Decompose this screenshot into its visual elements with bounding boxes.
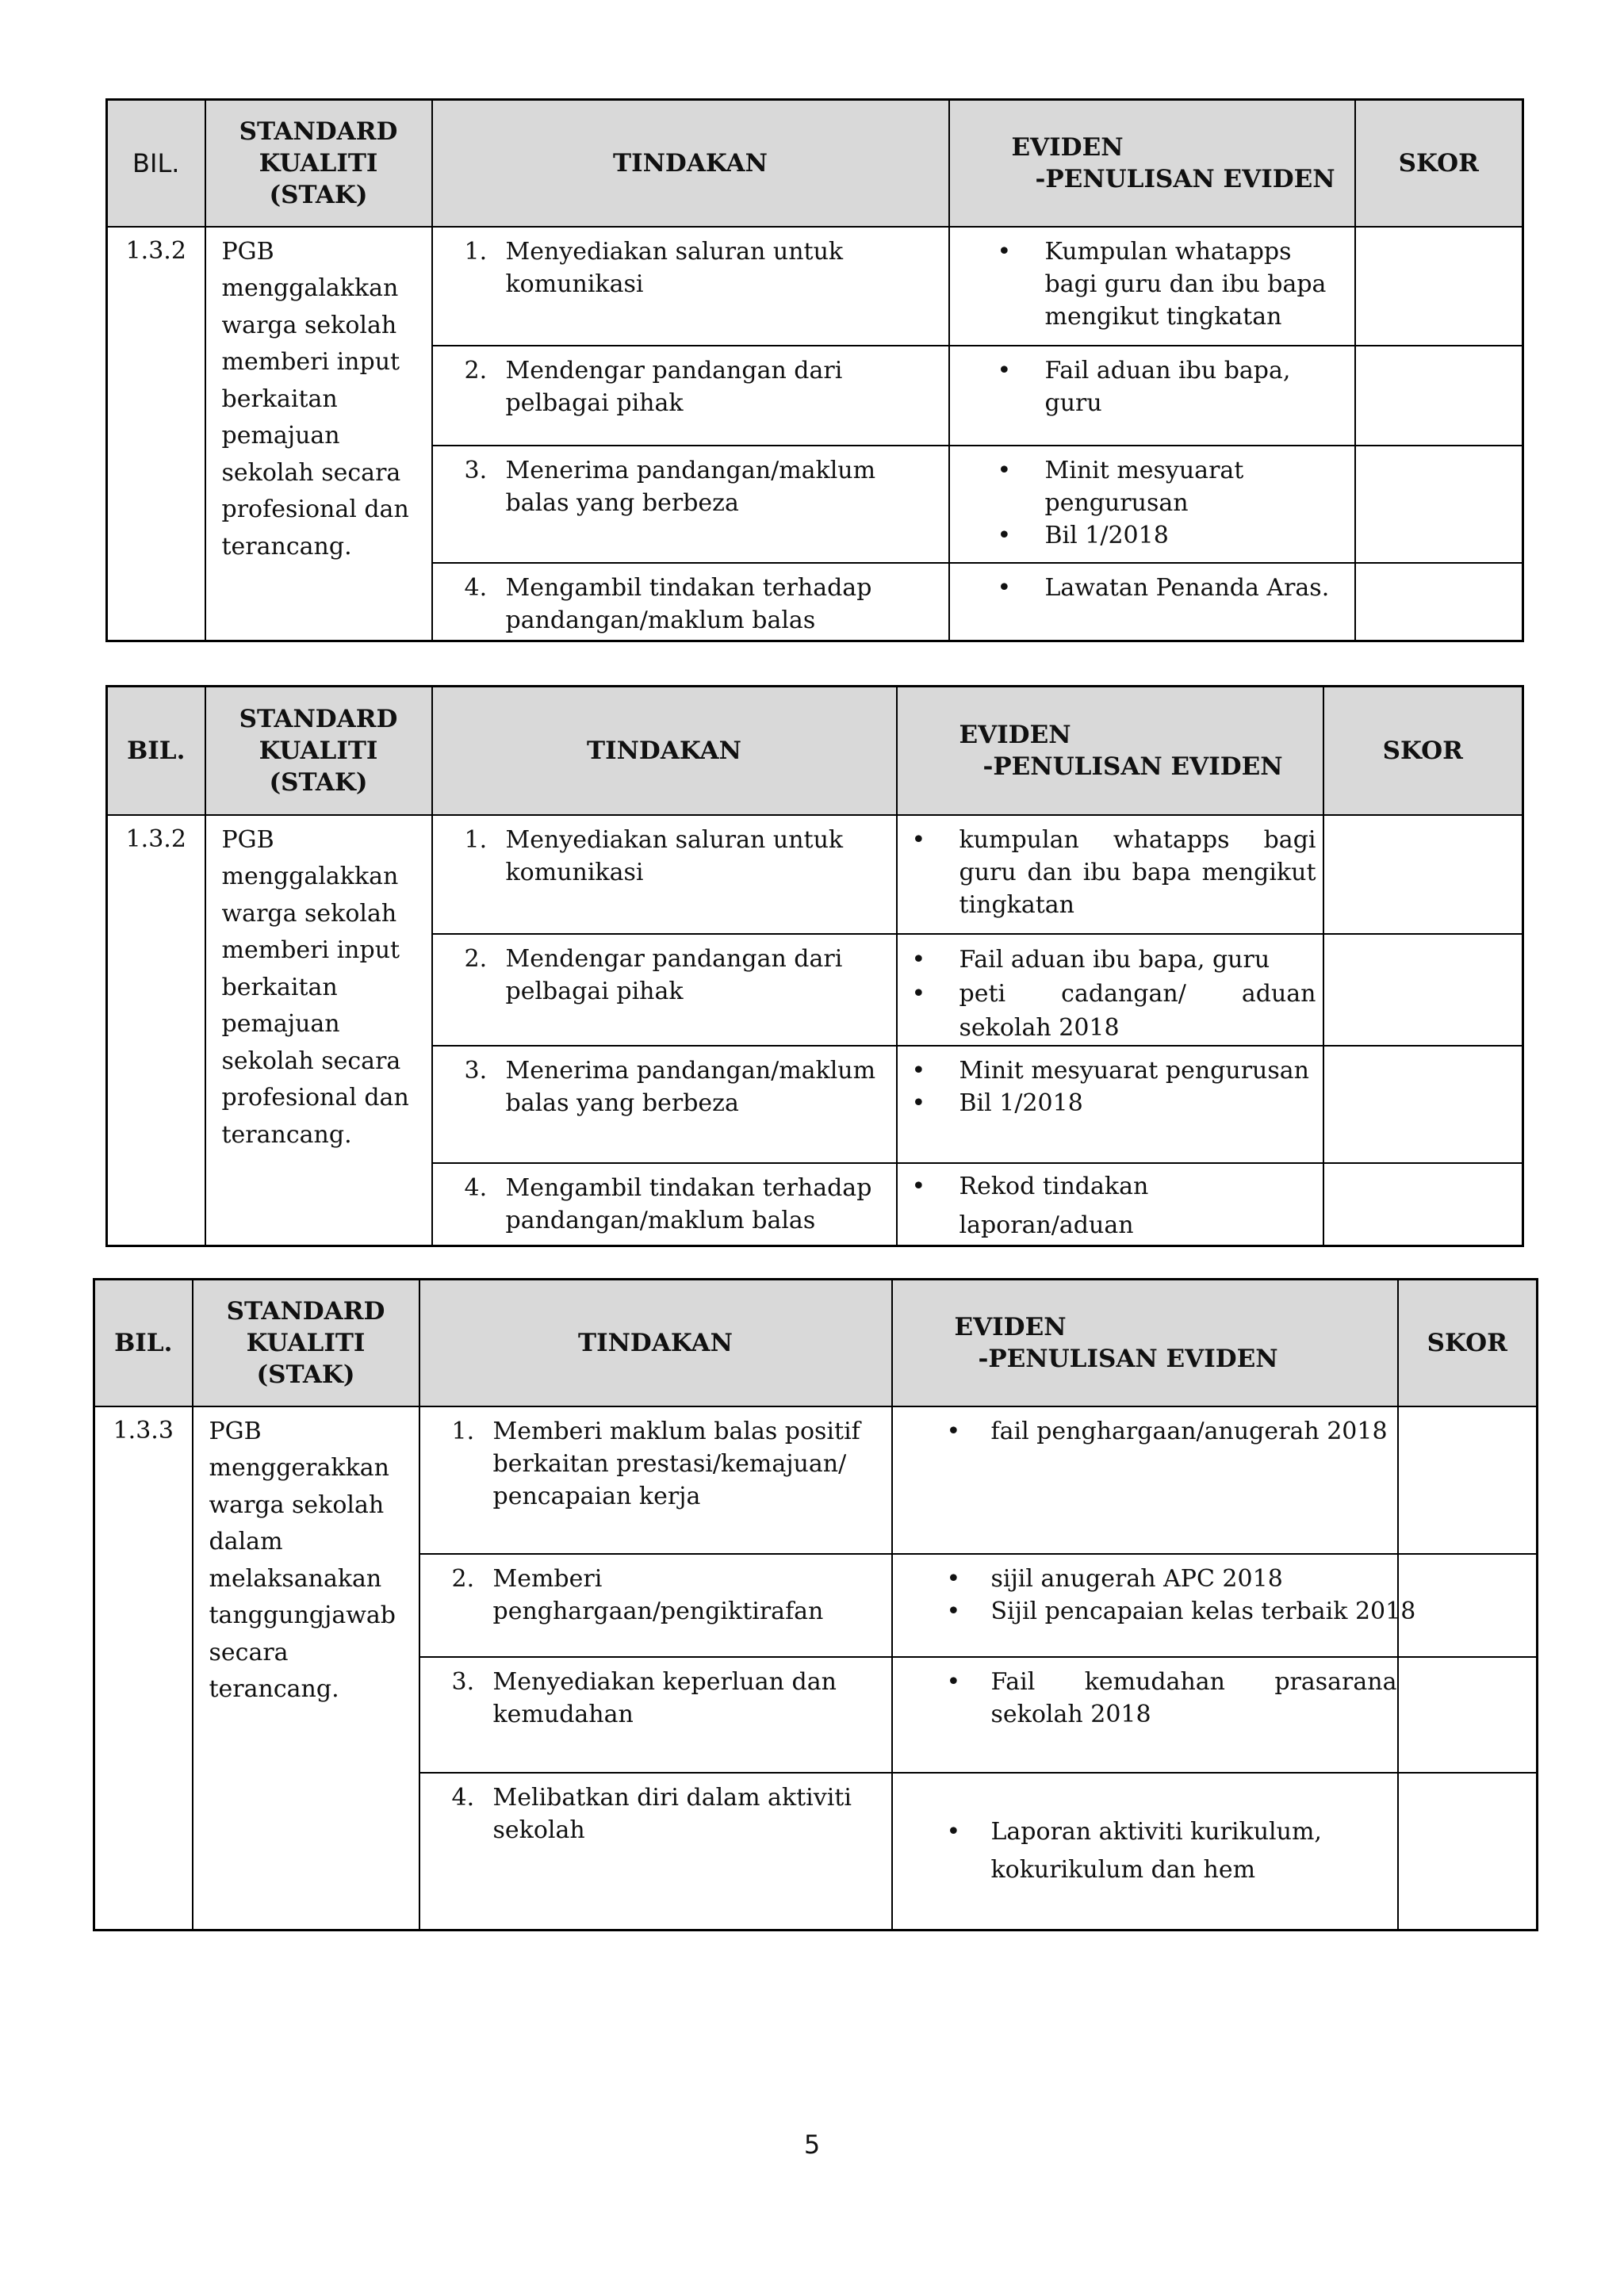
action-text: Menyediakan saluran untuk komunikasi xyxy=(505,237,844,298)
header-tindakan: TINDAKAN xyxy=(432,687,897,815)
quality-table-1 xyxy=(105,98,1524,642)
evidence-cell xyxy=(897,1163,1323,1246)
bullet-icon: • xyxy=(946,1597,961,1625)
quality-table-2 xyxy=(105,685,1524,1247)
evidence-item: • Bil 1/2018 xyxy=(998,519,1348,552)
score-cell[interactable] xyxy=(1355,227,1523,346)
header-eviden-line-2: -PENULISAN EVIDEN xyxy=(982,752,1283,781)
bil-cell: 1.3.3 xyxy=(94,1406,193,1931)
standard-cell: PGB menggalakkan warga sekolah memberi input berkaitan pemajuan sekolah secara profesional dan terancang. xyxy=(205,815,432,1246)
header-bil: BIL. xyxy=(107,100,205,227)
action-number: 2. xyxy=(464,356,488,385)
evidence-item: • Kumpulan whatapps bagi guru dan ibu bapa mengikut tingkatan xyxy=(998,235,1348,333)
action-number: 1. xyxy=(464,237,488,266)
bullet-icon: • xyxy=(946,1564,961,1593)
action-cell xyxy=(419,1773,892,1931)
evidence-cell xyxy=(892,1773,1398,1931)
action-cell xyxy=(432,227,949,346)
action-cell xyxy=(432,934,897,1046)
action-cell xyxy=(432,446,949,563)
score-cell[interactable] xyxy=(1323,934,1523,1046)
header-stak-line-1: STANDARD xyxy=(226,1296,385,1326)
evidence-item: • Laporan aktiviti kurikulum, kokurikulum dan hem xyxy=(947,1813,1391,1889)
header-stak-line-3: (STAK) xyxy=(269,180,368,209)
header-eviden-line-1: EVIDEN xyxy=(959,720,1071,749)
header-eviden-line-1: EVIDEN xyxy=(1011,132,1124,162)
action-number: 3. xyxy=(464,1056,488,1085)
evidence-item: • Bil 1/2018 xyxy=(912,1087,1316,1119)
page-number: 5 xyxy=(803,2130,821,2160)
evidence-item: • Lawatan Penanda Aras. xyxy=(998,572,1348,604)
score-cell[interactable] xyxy=(1355,346,1523,446)
action-cell xyxy=(432,563,949,641)
action-cell xyxy=(432,1046,897,1163)
header-standard-kualiti xyxy=(193,1280,419,1406)
evidence-cell xyxy=(892,1657,1398,1773)
evidence-cell xyxy=(897,934,1323,1046)
bullet-icon: • xyxy=(911,945,926,974)
quality-table-3 xyxy=(93,1278,1538,1931)
evidence-cell xyxy=(892,1554,1416,1657)
evidence-cell xyxy=(892,1406,1398,1554)
header-eviden xyxy=(897,687,1323,815)
bullet-icon: • xyxy=(911,825,926,854)
bullet-icon: • xyxy=(997,456,1012,484)
header-stak-line-3: (STAK) xyxy=(256,1360,355,1389)
bullet-icon: • xyxy=(911,1089,926,1117)
header-eviden xyxy=(892,1280,1398,1406)
action-text: Mengambil tindakan terhadap pandangan/maklum balas xyxy=(505,573,872,634)
header-bil: BIL. xyxy=(107,687,205,815)
action-cell xyxy=(419,1406,892,1554)
header-eviden-line-1: EVIDEN xyxy=(954,1312,1067,1341)
header-eviden xyxy=(949,100,1355,227)
bullet-icon: • xyxy=(997,521,1012,549)
evidence-item: • sijil anugerah APC 2018 xyxy=(947,1563,1397,1595)
action-text: Menerima pandangan/maklum balas yang berbeza xyxy=(505,456,876,517)
header-bil: BIL. xyxy=(94,1280,193,1406)
score-cell[interactable] xyxy=(1398,1773,1538,1931)
evidence-cell xyxy=(897,815,1323,934)
action-number: 3. xyxy=(464,456,488,484)
score-cell[interactable] xyxy=(1323,815,1523,934)
bullet-icon: • xyxy=(997,356,1012,385)
evidence-cell xyxy=(949,227,1355,346)
bil-cell: 1.3.2 xyxy=(107,227,205,641)
action-text: Mendengar pandangan dari pelbagai pihak xyxy=(505,944,843,1005)
action-text: Menerima pandangan/maklum balas yang berbeza xyxy=(505,1056,876,1117)
action-cell xyxy=(432,1163,897,1246)
bullet-icon: • xyxy=(911,979,926,1008)
action-number: 1. xyxy=(464,825,488,854)
action-text: Memberi maklum balas positif berkaitan prestasi/kemajuan/ pencapaian kerja xyxy=(492,1417,860,1510)
action-number: 3. xyxy=(451,1667,475,1696)
header-standard-kualiti xyxy=(205,100,432,227)
evidence-item: • Minit mesyuarat pengurusan xyxy=(998,454,1348,519)
action-text: Menyediakan keperluan dan kemudahan xyxy=(492,1667,837,1728)
header-tindakan: TINDAKAN xyxy=(432,100,949,227)
header-stak-line-2: KUALITI xyxy=(259,736,378,765)
action-cell xyxy=(432,346,949,446)
header-stak-line-3: (STAK) xyxy=(269,767,368,797)
header-standard-kualiti xyxy=(205,687,432,815)
standard-cell: PGB menggerakkan warga sekolah dalam melaksanakan tanggungjawab secara terancang. xyxy=(193,1406,419,1931)
evidence-cell xyxy=(949,346,1355,446)
action-cell xyxy=(432,815,897,934)
evidence-item: • Fail aduan ibu bapa, guru xyxy=(998,354,1348,419)
action-text: Memberi penghargaan/pengiktirafan xyxy=(492,1564,824,1625)
header-stak-line-2: KUALITI xyxy=(259,148,378,178)
bullet-icon: • xyxy=(997,573,1012,602)
header-eviden-line-2: -PENULISAN EVIDEN xyxy=(978,1344,1278,1373)
evidence-item: • Fail aduan ibu bapa, guru xyxy=(912,943,1316,977)
evidence-item: • kumpulan whatapps bagi guru dan ibu bapa mengikut tingkatan xyxy=(912,824,1316,921)
bullet-icon: • xyxy=(911,1172,926,1200)
header-stak-line-1: STANDARD xyxy=(239,117,398,146)
action-number: 1. xyxy=(451,1417,475,1445)
score-cell[interactable] xyxy=(1355,563,1523,641)
action-cell xyxy=(419,1657,892,1773)
action-number: 2. xyxy=(451,1564,475,1593)
standard-cell: PGB menggalakkan warga sekolah memberi input berkaitan pemajuan sekolah secara profesional dan terancang. xyxy=(205,227,432,641)
header-stak-line-1: STANDARD xyxy=(239,704,398,733)
score-cell[interactable] xyxy=(1355,446,1523,563)
evidence-item: • fail penghargaan/anugerah 2018 xyxy=(947,1415,1391,1448)
action-text: Menyediakan saluran untuk komunikasi xyxy=(505,825,844,886)
bullet-icon: • xyxy=(911,1056,926,1085)
action-number: 4. xyxy=(464,573,488,602)
bil-cell: 1.3.2 xyxy=(107,815,205,1246)
action-text: Melibatkan diri dalam aktiviti sekolah xyxy=(492,1783,852,1844)
evidence-item: • peti cadangan/ aduan sekolah 2018 xyxy=(912,977,1316,1045)
score-cell[interactable] xyxy=(1398,1554,1538,1657)
score-cell[interactable] xyxy=(1323,1046,1523,1163)
header-skor: SKOR xyxy=(1398,1280,1538,1406)
evidence-cell xyxy=(949,563,1355,641)
score-cell[interactable] xyxy=(1398,1406,1538,1554)
evidence-item: • Minit mesyuarat pengurusan xyxy=(912,1054,1316,1087)
bullet-icon: • xyxy=(946,1817,961,1846)
score-cell[interactable] xyxy=(1323,1163,1523,1246)
bullet-icon: • xyxy=(946,1667,961,1696)
evidence-item: • Fail kemudahan prasarana sekolah 2018 xyxy=(947,1666,1397,1731)
action-text: Mendengar pandangan dari pelbagai pihak xyxy=(505,356,843,417)
header-skor: SKOR xyxy=(1355,100,1523,227)
header-stak-line-2: KUALITI xyxy=(246,1328,366,1357)
action-cell xyxy=(419,1554,892,1657)
header-tindakan: TINDAKAN xyxy=(419,1280,892,1406)
evidence-cell xyxy=(949,446,1355,563)
action-number: 2. xyxy=(464,944,488,973)
score-cell[interactable] xyxy=(1398,1657,1538,1773)
evidence-item: • Rekod tindakan laporan/aduan xyxy=(912,1167,1316,1245)
header-skor: SKOR xyxy=(1323,687,1523,815)
evidence-cell xyxy=(897,1046,1323,1163)
action-text: Mengambil tindakan terhadap pandangan/maklum balas xyxy=(505,1173,872,1234)
action-number: 4. xyxy=(464,1173,488,1202)
bullet-icon: • xyxy=(946,1417,961,1445)
evidence-item: • Sijil pencapaian kelas terbaik 2018 xyxy=(947,1595,1397,1628)
action-number: 4. xyxy=(451,1783,475,1812)
header-eviden-line-2: -PENULISAN EVIDEN xyxy=(1035,164,1335,193)
bullet-icon: • xyxy=(997,237,1012,266)
